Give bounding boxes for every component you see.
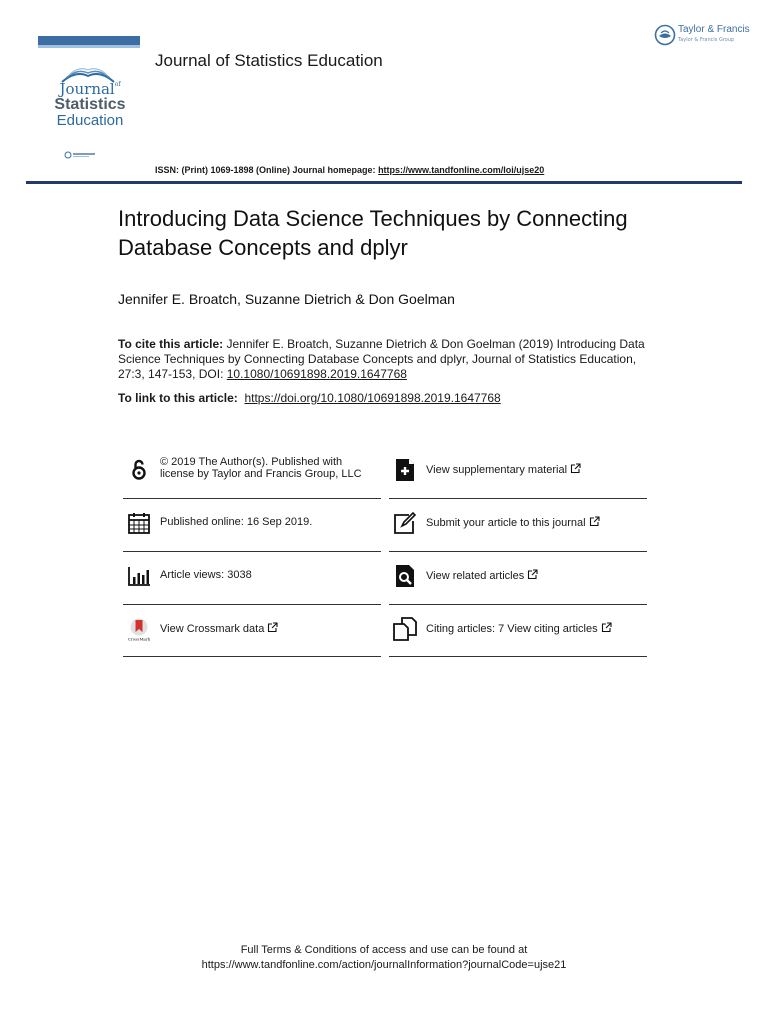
citing-articles-link[interactable]: Citing articles: 7 View citing articles bbox=[426, 623, 598, 635]
header-rule bbox=[26, 181, 742, 184]
supplementary-cell[interactable] bbox=[389, 446, 647, 498]
issn-text: ISSN: (Print) 1069-1898 (Online) Journal homepage: bbox=[155, 165, 379, 175]
taylor-francis-logo-icon bbox=[654, 24, 676, 46]
external-link-icon bbox=[267, 622, 278, 633]
crossmark-cell[interactable] bbox=[123, 605, 381, 657]
grid-rule bbox=[123, 656, 381, 657]
cite-doi-link[interactable]: 10.1080/10691898.2019.1647768 bbox=[226, 367, 407, 381]
journal-cover bbox=[38, 36, 140, 164]
publisher-name: Taylor & Francis bbox=[678, 24, 750, 35]
citing-documents-icon bbox=[393, 617, 417, 641]
open-access-icon bbox=[127, 458, 151, 482]
license-cell bbox=[123, 446, 381, 498]
views-text: Article views: 3038 bbox=[160, 569, 252, 581]
cite-label: To cite this article: bbox=[118, 337, 224, 351]
external-link-icon bbox=[589, 516, 600, 527]
footer-terms-url[interactable]: https://www.tandfonline.com/action/journalInformation?journalCode=ujse21 bbox=[201, 959, 567, 971]
publisher-subtitle: Taylor & Francis Group bbox=[678, 37, 735, 43]
link-label: To link to this article: bbox=[118, 391, 242, 405]
footer bbox=[0, 943, 768, 973]
article-link-line bbox=[118, 391, 501, 405]
citation-block bbox=[118, 337, 648, 382]
external-link-icon bbox=[527, 569, 538, 580]
crossmark-icon bbox=[127, 617, 151, 641]
published-text: Published online: 16 Sep 2019. bbox=[160, 516, 313, 528]
submit-cell[interactable] bbox=[389, 499, 647, 551]
bar-chart-icon bbox=[127, 564, 151, 588]
cover-top-bar bbox=[38, 36, 140, 45]
views-cell bbox=[123, 552, 381, 604]
related-cell[interactable] bbox=[389, 552, 647, 604]
calendar-icon bbox=[127, 511, 151, 535]
cover-stripe bbox=[38, 45, 140, 48]
footer-terms-text: Full Terms & Conditions of access and use can be found at bbox=[240, 944, 528, 956]
cite-text: Jennifer E. Broatch, Suzanne Dietrich & Don Goelman (2019) Introducing Data Science Techniques by Connecting Database Concepts and dplyr, Journal of Statistics Education, 27:3, 147-153, DOI: bbox=[118, 337, 645, 381]
search-document-icon bbox=[393, 564, 417, 588]
external-link-icon bbox=[601, 622, 612, 633]
cover-publisher-logo bbox=[64, 151, 114, 159]
grid-rule bbox=[389, 656, 647, 657]
citing-cell[interactable] bbox=[389, 605, 647, 657]
cover-title: Journal$^{of}$ Statistics Education bbox=[54, 80, 126, 129]
external-link-icon bbox=[570, 463, 581, 474]
article-authors: Jennifer E. Broatch, Suzanne Dietrich & Don Goelman bbox=[118, 291, 455, 307]
journal-homepage-link[interactable]: https://www.tandfonline.com/loi/ujse20 bbox=[378, 165, 545, 175]
crossmark-logo-text: CrossMark bbox=[127, 636, 151, 641]
license-text: © 2019 The Author(s). Published with license by Taylor and Francis Group, LLC bbox=[160, 456, 362, 480]
supplementary-file-icon bbox=[393, 458, 417, 482]
article-title: Introducing Data Science Techniques by Connecting Database Concepts and dplyr bbox=[118, 206, 628, 260]
edit-pencil-icon bbox=[393, 511, 417, 535]
issn-line bbox=[155, 165, 544, 175]
submit-article-link[interactable]: Submit your article to this journal bbox=[426, 517, 586, 529]
crossmark-link[interactable]: View Crossmark data bbox=[160, 623, 265, 635]
related-articles-link[interactable]: View related articles bbox=[426, 570, 525, 582]
article-doi-link[interactable]: https://doi.org/10.1080/10691898.2019.1647768 bbox=[244, 391, 501, 405]
supplementary-link[interactable]: View supplementary material bbox=[426, 464, 568, 476]
journal-name: Journal of Statistics Education bbox=[155, 51, 383, 70]
published-cell bbox=[123, 499, 381, 551]
publisher-logo[interactable] bbox=[652, 22, 752, 48]
